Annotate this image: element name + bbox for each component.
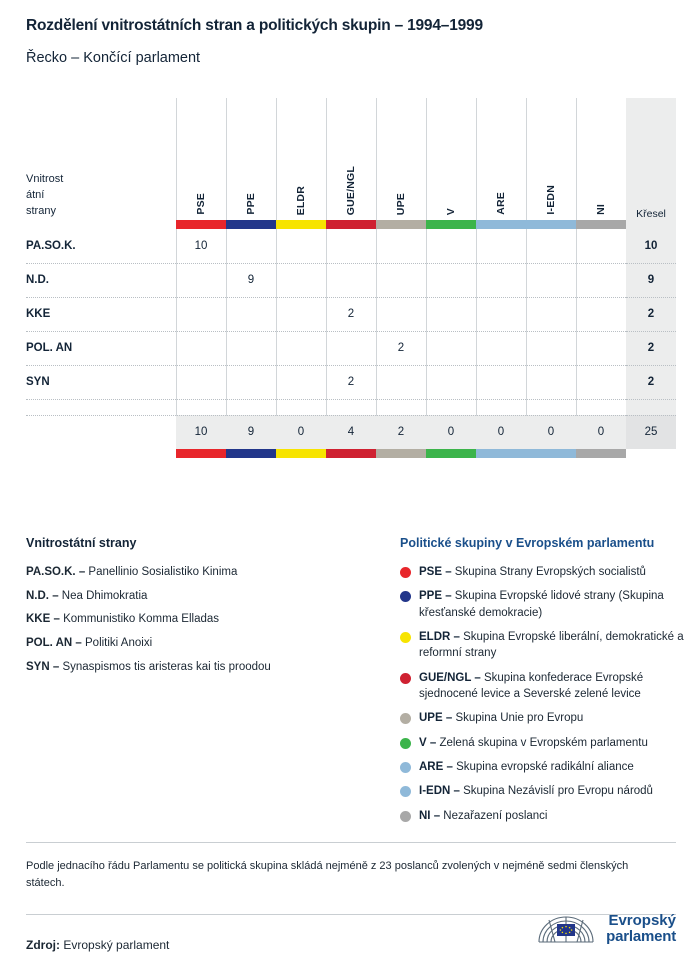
seats-header: Křesel [626,98,676,220]
party-name: KKE [26,297,176,331]
group-legend-text: ARE – Skupina evropské radikální aliance [419,760,634,773]
cell-gue-ngl [326,263,376,297]
footbar-pse [176,449,226,458]
group-color-dot-icon [400,713,411,724]
cell-gue-ngl: 2 [326,297,376,331]
cell-are [476,229,526,263]
cell-eldr [276,331,326,365]
party-name: POL. AN [26,331,176,365]
group-color-dot-icon [400,762,411,773]
cell-i-edn [526,365,576,399]
footbar-upe [376,449,426,458]
footbar-ni [576,449,626,458]
group-legend-text: ELDR – Skupina Evropské liberální, demokratické a reformní strany [419,630,684,660]
cell-pse [176,331,226,365]
cell-pse [176,297,226,331]
cell-v [426,365,476,399]
group-legend-text: PSE – Skupina Strany Evropských socialistů [419,566,646,578]
group-header-eldr: ELDR [276,98,326,220]
group-header-ni: NI [576,98,626,220]
corner-label: Vnitrost átní strany [26,173,64,218]
ep-logo-line1: Evropský [608,911,676,929]
group-header-pse: PSE [176,98,226,220]
total-ni: 0 [576,415,626,449]
colorbar-i-edn [526,220,576,229]
group-legend-text: PPE – Skupina Evropské lidové strany (Skupina křesťanské demokracie) [419,590,664,619]
list-item: SYN – Synaspismos tis aristeras kai tis proodou [26,660,271,673]
table-row [26,365,676,399]
row-seat-total: 2 [626,331,676,365]
colorbar-eldr [276,220,326,229]
divider-top [26,842,676,843]
cell-i-edn [526,297,576,331]
cell-i-edn [526,229,576,263]
list-item: KKE – Kommunistiko Komma Elladas [26,613,220,626]
list-item [400,588,685,621]
cell-pse [176,263,226,297]
list-item: POL. AN – Politiki Anoixi [26,637,153,650]
group-legend-text: V – Zelená skupina v Evropském parlamentu [419,736,648,749]
group-color-dot-icon [400,738,411,749]
row-seat-total: 9 [626,263,676,297]
list-item [400,670,685,703]
row-seat-total: 2 [626,297,676,331]
group-legend-text: UPE – Skupina Unie pro Evropu [419,712,584,725]
footbar-are [476,449,526,458]
seats-table [26,98,676,458]
list-item [400,629,685,662]
source-label: Zdroj: [26,938,60,952]
group-legend-text: GUE/NGL – Skupina konfederace Evropské sjednocené levice a Severské zelené levice [419,671,644,700]
group-header-are: ARE [476,98,526,220]
cell-ni [576,263,626,297]
colorbar-upe [376,220,426,229]
list-item [400,564,685,580]
total-i-edn: 0 [526,415,576,449]
row-seat-total: 2 [626,365,676,399]
colorbar-spacer [26,220,176,229]
party-name: N.D. [26,263,176,297]
group-header-i-edn: I-EDN [526,98,576,220]
table-header-row [26,98,676,220]
footbar-ppe [226,449,276,458]
cell-ni [576,365,626,399]
cell-i-edn [526,263,576,297]
cell-eldr [276,297,326,331]
cell-v [426,263,476,297]
cell-gue-ngl: 2 [326,365,376,399]
group-color-dot-icon [400,632,411,643]
list-item [400,759,685,775]
cell-v [426,229,476,263]
group-header-v: V [426,98,476,220]
group-color-dot-icon [400,786,411,797]
group-color-dot-icon [400,673,411,684]
table-spacer-row [26,399,676,415]
list-item [400,808,685,824]
cell-are [476,297,526,331]
cell-pse [176,365,226,399]
cell-are [476,365,526,399]
grand-total-seats: 25 [626,415,676,449]
footnote-text: Podle jednacího řádu Parlamentu se politická skupina skládá nejméně z 23 poslanců zvolených v nejméně sedmi členských státech. [26,860,629,889]
cell-ni [576,331,626,365]
cell-ppe [226,229,276,263]
cell-ppe: 9 [226,263,276,297]
parliament-hemicycle-icon [535,912,597,946]
group-header-gue-ngl: GUE/NGL [326,98,376,220]
cell-eldr [276,365,326,399]
cell-upe [376,229,426,263]
legend-national-parties [26,536,371,682]
legend-groups-heading: Politické skupiny v Evropském parlamentu [400,536,655,550]
legend-national-heading: Vnitrostátní strany [26,536,137,550]
footbar-v [426,449,476,458]
list-item: N.D. – Nea Dhimokratia [26,589,148,602]
page-title: Rozdělení vnitrostátních stran a politických skupin – 1994–1999 [26,17,483,34]
group-color-bar-top [26,220,676,229]
seats-table-wrapper [26,98,676,458]
cell-ni [576,229,626,263]
cell-ppe [226,331,276,365]
table-row [26,229,676,263]
group-color-dot-icon [400,567,411,578]
footbar-i-edn [526,449,576,458]
footbar-gue-ngl [326,449,376,458]
list-item: PA.SO.K. – Panellinio Sosialistiko Kinima [26,566,238,578]
source-line [26,938,169,952]
group-header-upe: UPE [376,98,426,220]
ep-logo-line2: parlament [606,928,676,945]
cell-upe [376,365,426,399]
source-value: Evropský parlament [63,938,170,952]
cell-pse: 10 [176,229,226,263]
colorbar-gue-ngl [326,220,376,229]
colorbar-ppe [226,220,276,229]
legend-political-groups [400,536,685,832]
table-row [26,263,676,297]
list-item [400,710,685,726]
cell-upe [376,263,426,297]
total-gue-ngl: 4 [326,415,376,449]
list-item [400,735,685,751]
table-row [26,297,676,331]
table-row [26,331,676,365]
cell-i-edn [526,331,576,365]
total-ppe: 9 [226,415,276,449]
ep-logo [535,912,676,946]
cell-upe: 2 [376,331,426,365]
group-header-ppe: PPE [226,98,276,220]
footbar-eldr [276,449,326,458]
totals-row [26,415,676,449]
colorbar-are [476,220,526,229]
list-item [400,783,685,799]
total-v: 0 [426,415,476,449]
row-seat-total: 10 [626,229,676,263]
cell-eldr [276,229,326,263]
cell-v [426,331,476,365]
colorbar-ni [576,220,626,229]
group-color-bar-bottom [26,449,676,458]
cell-eldr [276,263,326,297]
group-legend-text: I-EDN – Skupina Nezávislí pro Evropu národů [419,785,653,798]
total-are: 0 [476,415,526,449]
colorbar-pse [176,220,226,229]
cell-ppe [226,297,276,331]
cell-are [476,331,526,365]
party-name: PA.SO.K. [26,229,176,263]
total-upe: 2 [376,415,426,449]
cell-ni [576,297,626,331]
total-pse: 10 [176,415,226,449]
cell-upe [376,297,426,331]
colorbar-v [426,220,476,229]
cell-v [426,297,476,331]
page-subtitle: Řecko – Končící parlament [26,50,201,66]
colorbar-seats [626,220,676,229]
cell-are [476,263,526,297]
total-eldr: 0 [276,415,326,449]
ep-logo-text [606,913,676,945]
group-color-dot-icon [400,811,411,822]
cell-gue-ngl [326,229,376,263]
group-legend-text: NI – Nezařazení poslanci [419,809,548,822]
group-color-dot-icon [400,591,411,602]
party-name: SYN [26,365,176,399]
cell-gue-ngl [326,331,376,365]
cell-ppe [226,365,276,399]
totals-label [26,415,176,449]
